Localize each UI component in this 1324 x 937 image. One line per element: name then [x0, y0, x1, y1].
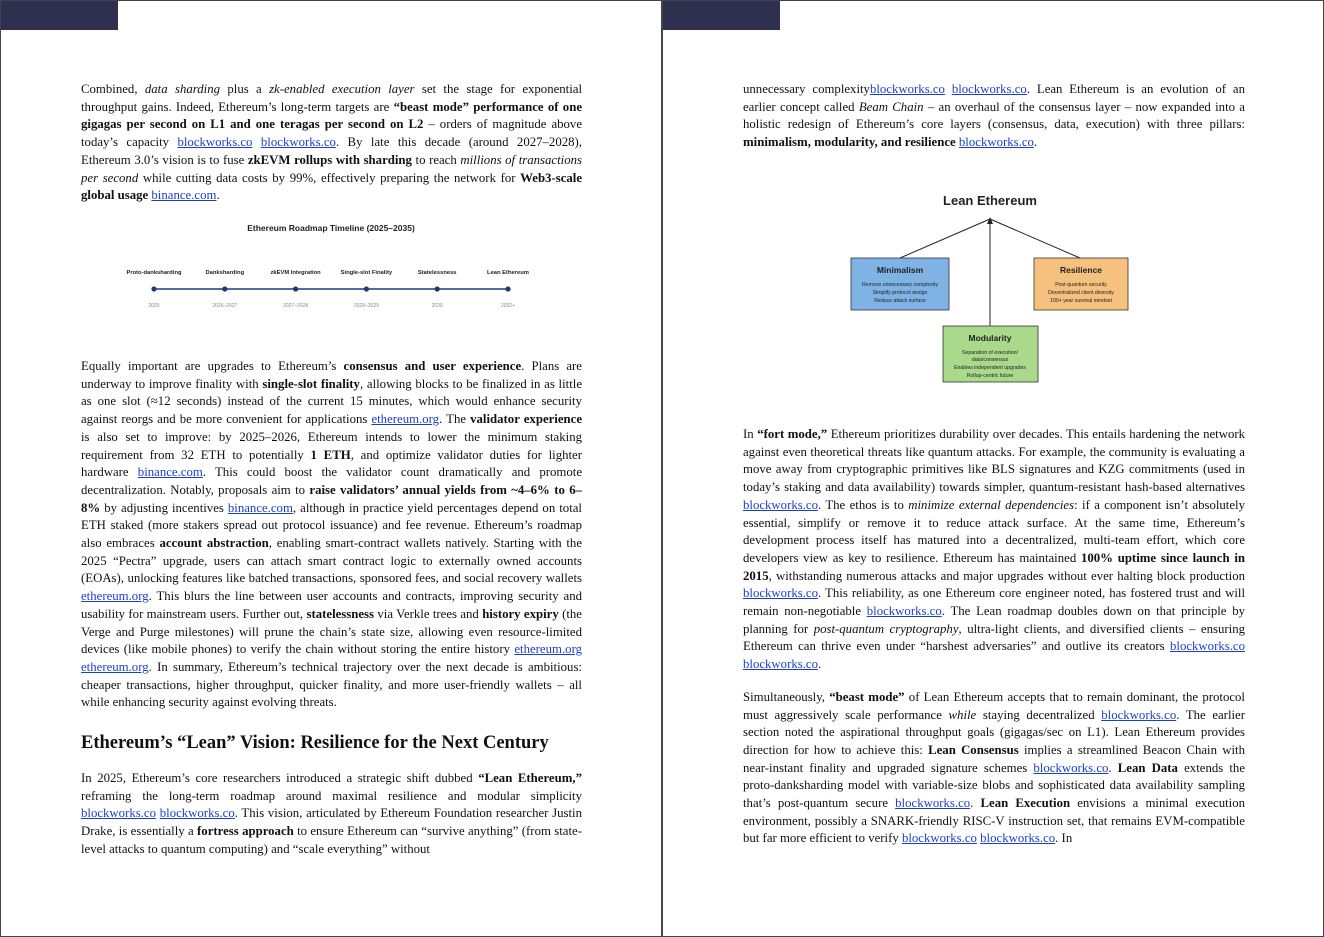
paragraph-fort-mode: In “fort mode,” Ethereum prioritizes durability over decades. This entails hardening the network against even theoretical threats like quantum attacks. For example, the community is evaluating a move away from cryptographic primitives like BLS signatures and KZG commitments (used in today’s staking and data availability) towards simpler, quantum-resistant hash-based alternatives blockworks.co. The ethos is to minimize external dependencies: if a component isn’t absolutely essential, simplify or remove it to reduce attack surface. At the same time, Ethereum’s development process itself has matured into a decentralized, multi-team effort, which core developers view as key to resilience. Ethereum has maintained 100% uptime since launch in 2015, withstanding numerous attacks and major upgrades without ever halting block production blockworks.co. This reliability, as one Ethereum core engineer noted, has fostered trust and will remain non-negotiable blockworks.co. The Lean roadmap doubles down on that principle by planning for post-quantum cryptography, ultra-light clients, and diversified clients – ensuring Ethereum can thrive even under “harshest adversaries” and outlive its creators blockworks.co blockworks.co. [743, 427, 1246, 672]
source-link[interactable]: ethereum.org [371, 412, 440, 427]
source-link[interactable]: binance.com [151, 188, 217, 203]
milestone-label: Single-slot Finality [340, 270, 393, 276]
pillar-line: Separation of execution/ [962, 350, 1018, 356]
milestone-date: 2026–2027 [212, 303, 238, 309]
milestone-date: 2032+ [500, 303, 516, 309]
source-link[interactable]: blockworks.co [895, 796, 971, 811]
source-link[interactable]: blockworks.co [81, 806, 156, 821]
source-link[interactable]: blockworks.co [743, 657, 818, 672]
source-link[interactable]: blockworks.co [1170, 639, 1245, 654]
paragraph-lean-intro: In 2025, Ethereum’s core researchers introduced a strategic shift dubbed “Lean Ethereum,” reframing the long-term roadmap around maximal resilience and modular simplicity blockworks.co blockworks.co. This vision, articulated by Ethereum Foundation researcher Justin Drake, is essentially a fortress approach to ensure Ethereum can “survive anything” (from state-level attacks to quantum computing) and “scale everything” without [81, 771, 582, 856]
source-link[interactable]: blockworks.co [159, 806, 235, 821]
text-column-right-bottom [743, 426, 1245, 861]
pillar-line: Simplify protocol design [872, 290, 928, 296]
page-tab-marker [663, 1, 780, 30]
diagram-connector [900, 219, 990, 258]
milestone-date: 2025 [148, 303, 160, 309]
pillar-line: 100+ year survival mindset [1050, 298, 1112, 304]
pillar-resilience [1034, 258, 1128, 310]
source-link[interactable]: blockworks.co [951, 82, 1027, 96]
text-column-left-middle [81, 358, 582, 725]
milestone-date: 2027–2028 [283, 303, 309, 309]
milestone-label: Lean Ethereum [487, 270, 529, 276]
milestone-dot [222, 286, 227, 291]
source-link[interactable]: blockworks.co [177, 135, 253, 150]
pillar-line: Decentralized client diversity [1048, 290, 1114, 296]
source-link[interactable]: blockworks.co [743, 497, 818, 512]
diagram-title: Lean Ethereum [943, 193, 1037, 208]
paragraph-consensus-ux: Equally important are upgrades to Ethereum’s consensus and user experience. Plans are underway to improve finality with single-slot finality, allowing blocks to be finalized in as little as one slot (≈12 seconds) instead of the current 15 minutes, which would enhance security against reorgs and be more convenient for applications ethereum.org. The validator experience is also set to improve: by 2025–2026, Ethereum intends to lower the minimum staking requirement from 32 ETH to potentially 1 ETH, and optimize validator duties for lighter hardware binance.com. This could boost the validator count dramatically and promote decentralization. Notably, proposals aim to raise validators’ annual yields from ~4–6% to 6–8% by adjusting incentives binance.com, although in practice yield percentages depend on total ETH staked (more stakers spread out protocol issuance) and fee revenue. Ethereum’s roadmap also embraces account abstraction, enabling smart-contract wallets natively. Starting with the 2025 “Pectra” upgrade, users can attach smart contract logic to externally owned accounts (EOAs), unlocking features like batched transactions, sponsored fees, and social recovery wallets ethereum.org. This blurs the line between user accounts and contracts, improving security and usability for mainstream users. Further out, statelessness via Verkle trees and history expiry (the Verge and Purge milestones) will prune the chain’s state size, allowing even resource-limited devices (like mobile phones) to verify the chain without storing the entire history ethereum.org ethereum.org. In summary, Ethereum’s technical trajectory over the next decade is ambitious: cheaper transactions, higher throughput, quicker finality, and more user-friendly wallets – all while enhancing security against evolving threats. [81, 359, 583, 710]
pillar-minimalism [851, 258, 949, 310]
pillar-line: Rollup-centric future [966, 373, 1014, 379]
milestone-label: Danksharding [205, 270, 245, 276]
source-link[interactable]: blockworks.co [1101, 707, 1177, 722]
page-tab-marker [1, 1, 118, 30]
lean-ethereum-diagram [838, 186, 1148, 386]
milestone-label: Proto-danksharding [126, 270, 182, 276]
source-link[interactable]: blockworks.co [869, 82, 945, 96]
milestone-date: 2028–2029 [353, 303, 379, 309]
milestone-label: zkEVM Integration [270, 270, 321, 276]
pillar-line: Post-quantum security [1055, 282, 1107, 288]
source-link[interactable]: binance.com [227, 500, 293, 515]
document-page-right [662, 0, 1324, 937]
milestone-dot [435, 286, 440, 291]
paragraph-lean-pillars: unnecessary complexityblockworks.co blockworks.co. Lean Ethereum is an evolution of an earlier concept called Beam Chain – an overhaul of the consensus layer – now expanded into a holistic redesign of Ethereum’s core layers (consensus, data, execution) with three pillars: minimalism, modularity, and resilience blockworks.co. [743, 82, 1246, 150]
source-link[interactable]: blockworks.co [901, 831, 977, 846]
roadmap-timeline-figure [111, 216, 541, 316]
text-column-right-top [743, 81, 1245, 165]
pillar-title: Minimalism [876, 265, 924, 275]
source-link[interactable]: ethereum.org [81, 659, 149, 674]
source-link[interactable]: ethereum.org [81, 589, 149, 604]
pillar-line: Enables independent upgrades [954, 365, 1026, 371]
milestone-label: Statelessness [417, 270, 457, 276]
text-column-left-bottom [81, 770, 582, 872]
milestone-dot [151, 286, 156, 291]
pillar-title: Resilience [1059, 265, 1103, 275]
pillar-modularity [943, 326, 1038, 382]
milestone-date: 2030 [431, 303, 443, 309]
source-link[interactable]: binance.com [137, 465, 203, 480]
timeline-title: Ethereum Roadmap Timeline (2025–2035) [247, 223, 415, 233]
section-heading-lean-vision: Ethereum’s “Lean” Vision: Resilience for the Next Century [81, 733, 549, 753]
paragraph-beast-mode: Simultaneously, “beast mode” of Lean Ethereum accepts that to remain dominant, the protocol must aggressively scale performance while staying decentralized blockworks.co. The earlier section noted the aspirational throughput goals (gigagas/sec on L1). Lean Ethereum provides direction for how to achieve this: Lean Consensus implies a streamlined Beacon Chain with near-instant finality and upgraded signature schemes blockworks.co. Lean Data extends the proto-danksharding model with variable-size blobs and sophisticated data availability sampling that’s post-quantum secure blockworks.co. Lean Execution envisions a minimal execution environment, possibly a SNARK-friendly RISC-V instruction set, that remains EVM-compatible but far more efficient to verify blockworks.co blockworks.co. In [743, 689, 1246, 846]
milestone-dot [293, 286, 298, 291]
milestone-dot [505, 286, 510, 291]
text-column-left-top [81, 81, 582, 218]
paragraph-data-sharding: Combined, data sharding plus a zk-enabled execution layer set the stage for exponential throughput gains. Indeed, Ethereum’s long-term targets are “beast mode” performance of one gigagas per second on L1 and one teragas per second on L2 – orders of magnitude above today’s capacity blockworks.co blockworks.co. By late this decade (around 2027–2028), Ethereum 3.0’s vision is to fuse zkEVM rollups with sharding to reach millions of transactions per second while cutting data costs by 99%, effectively preparing the network for Web3-scale global usage binance.com. [81, 82, 583, 203]
source-link[interactable]: blockworks.co [958, 135, 1034, 150]
pillar-title: Modularity [968, 333, 1012, 343]
pillar-line: Remove unnecessary complexity [861, 282, 939, 288]
diagram-connector [990, 219, 1080, 258]
source-link[interactable]: blockworks.co [866, 604, 942, 619]
source-link[interactable]: blockworks.co [1033, 760, 1109, 775]
pillar-line: Reduce attack surface [874, 298, 926, 304]
source-link[interactable]: blockworks.co [980, 831, 1056, 846]
pillar-line: data/consensus [971, 357, 1009, 363]
source-link[interactable]: ethereum.org [514, 642, 582, 657]
arrow-head-icon [987, 217, 993, 224]
source-link[interactable]: blockworks.co [743, 586, 818, 601]
milestone-dot [364, 286, 369, 291]
source-link[interactable]: blockworks.co [260, 135, 336, 150]
